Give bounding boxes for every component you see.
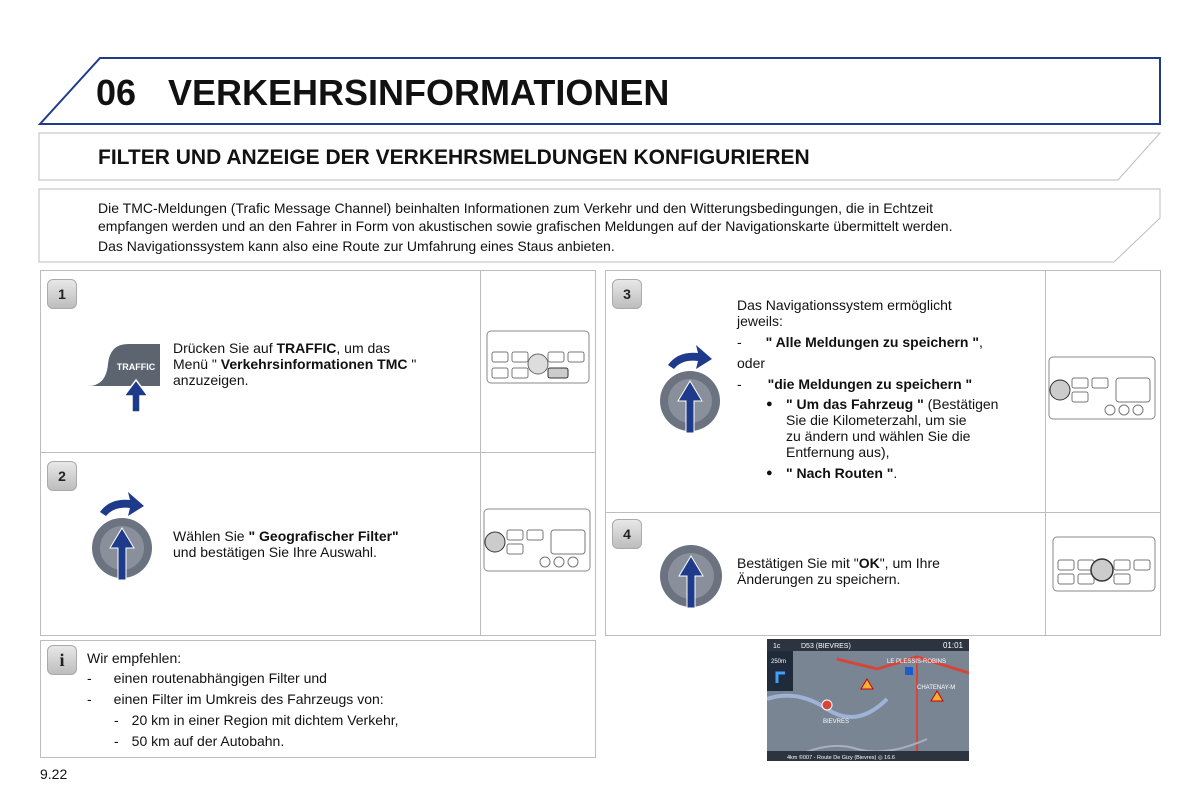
page-number: 9.22 xyxy=(40,766,68,782)
bullet-icon: ● xyxy=(766,467,773,479)
info-dash: - xyxy=(87,670,92,686)
step-4-t1: Bestätigen Sie mit " xyxy=(737,555,859,571)
radio-panel-ok-image xyxy=(1052,536,1156,592)
rotary-knob-confirm-icon xyxy=(88,490,158,584)
step-2-t2: und bestätigen Sie Ihre Auswahl. xyxy=(173,544,377,560)
info-sub-1-text: 20 km in einer Region mit dichtem Verkehr, xyxy=(131,712,399,728)
map-road-label: D53 (BIEVRES) xyxy=(801,643,851,650)
info-title: Wir empfehlen: xyxy=(87,650,182,666)
info-icon: i xyxy=(47,645,77,675)
radio-panel-knob-image xyxy=(483,508,593,574)
step-1-t3: Menü " xyxy=(173,356,221,372)
step-3-sub1-b: " Um das Fahrzeug " xyxy=(786,396,924,412)
step-1-b2: Verkehrsinformationen TMC xyxy=(220,356,408,372)
step-3-sub-2 xyxy=(766,465,1036,481)
step-3-opt1: " Alle Meldungen zu speichern " xyxy=(765,334,980,350)
step-4-badge: 4 xyxy=(612,519,642,549)
info-item-1 xyxy=(87,670,327,686)
intro-paragraph xyxy=(98,199,1138,255)
intro-line-3: Das Navigationssystem kann also eine Route zur Umfahrung eines Staus anbieten. xyxy=(98,238,615,254)
step-1-t2: , um das xyxy=(336,340,391,356)
radio-panel-knob-image-step3 xyxy=(1048,356,1158,422)
step-3-sub2-t: . xyxy=(893,465,898,481)
push-knob-icon xyxy=(658,542,724,612)
step-3-dash-2: - xyxy=(737,376,742,392)
step-3-option-1 xyxy=(737,334,1037,350)
traffic-button-label: TRAFFIC xyxy=(116,362,156,372)
step-3-opt1-tail: , xyxy=(979,334,983,350)
intro-line-2: empfangen werden und an den Fahrer in Form von akustischen sowie grafischen Meldungen auf der Navigationskarte übermittelt werden. xyxy=(98,218,953,234)
chapter-title: VERKEHRSINFORMATIONEN xyxy=(168,72,670,113)
step-1-t5: anzuzeigen. xyxy=(173,372,249,388)
step-3-or: oder xyxy=(737,355,766,371)
info-sub-1 xyxy=(114,712,399,728)
step-3-text xyxy=(737,297,1037,329)
radio-panel-traffic-image xyxy=(486,330,590,384)
map-bottom-bar: 4km ©007 - Route De Gizy (Bievres) ◎ 16.6 xyxy=(787,755,895,761)
info-dash: - xyxy=(87,691,92,707)
step-3-sub1-t2: Sie die Kilometerzahl, um sie xyxy=(786,412,967,428)
step-3-sub1-t3: zu ändern und wählen Sie die xyxy=(786,428,971,444)
bullet-icon: ● xyxy=(766,398,773,410)
step-2-b1: " Geografischer Filter" xyxy=(248,528,399,544)
step-3-l1: Das Navigationssystem ermöglicht xyxy=(737,297,952,313)
svg-text:1c: 1c xyxy=(773,643,781,650)
step-3-l2: jeweils: xyxy=(737,313,783,329)
step-4-text xyxy=(737,555,1037,587)
rotary-knob-confirm-icon-step3 xyxy=(656,343,726,437)
info-dash: - xyxy=(114,733,119,749)
left-panel-divider xyxy=(40,452,596,453)
step-3-sub1-t1: (Bestätigen xyxy=(923,396,999,412)
step-2-badge: 2 xyxy=(47,461,77,491)
step-2-text xyxy=(173,528,473,560)
chapter-number: 06 xyxy=(96,72,137,113)
step-4-t3: Änderungen zu speichern. xyxy=(737,571,901,587)
step-1-b1: TRAFFIC xyxy=(276,340,337,356)
traffic-button-icon xyxy=(78,340,162,414)
map-distance-label: 250m xyxy=(771,659,787,665)
step-3-dash-1: - xyxy=(737,334,742,350)
info-dash: - xyxy=(114,712,119,728)
step-2-t1: Wählen Sie xyxy=(173,528,249,544)
info-sub-2 xyxy=(114,733,284,749)
step-1-badge: 1 xyxy=(47,279,77,309)
map-place-3: BIEVRES xyxy=(823,719,850,725)
section-title: FILTER UND ANZEIGE DER VERKEHRSMELDUNGEN KONFIGURIEREN xyxy=(98,146,810,169)
right-image-column-divider xyxy=(1045,270,1046,636)
step-3-sub1-t4: Entfernung aus), xyxy=(786,444,890,460)
left-image-column-divider xyxy=(480,270,481,636)
step-3-sub2-b: " Nach Routen " xyxy=(786,465,894,481)
step-3-badge: 3 xyxy=(612,279,642,309)
info-item-2 xyxy=(87,691,384,707)
map-place-2: CHATENAY-M xyxy=(917,685,956,691)
step-3-opt2: "die Meldungen zu speichern " xyxy=(767,376,973,392)
info-item-1-text: einen routenabhängigen Filter und xyxy=(113,670,327,686)
navigation-map-screenshot xyxy=(767,639,969,761)
step-1-text xyxy=(173,340,473,388)
step-1-t1: Drücken Sie auf xyxy=(173,340,277,356)
step-3-option-2 xyxy=(737,376,1037,392)
info-sub-2-text: 50 km auf der Autobahn. xyxy=(131,733,285,749)
map-time-label: 01:01 xyxy=(942,641,963,650)
step-1-t4: " xyxy=(407,356,417,372)
step-4-t2: ", um Ihre xyxy=(879,555,940,571)
intro-line-1: Die TMC-Meldungen (Trafic Message Channel) beinhalten Informationen zum Verkehr und den Witterungsbedingungen, die in Echtzeit xyxy=(98,200,934,216)
right-panel-divider xyxy=(605,512,1161,513)
step-4-b1: OK xyxy=(858,555,880,571)
info-item-2-text: einen Filter im Umkreis des Fahrzeugs von: xyxy=(113,691,384,707)
map-place-1: LE PLESSIS-ROBINS xyxy=(887,659,947,665)
step-3-sub-1 xyxy=(766,396,1036,460)
